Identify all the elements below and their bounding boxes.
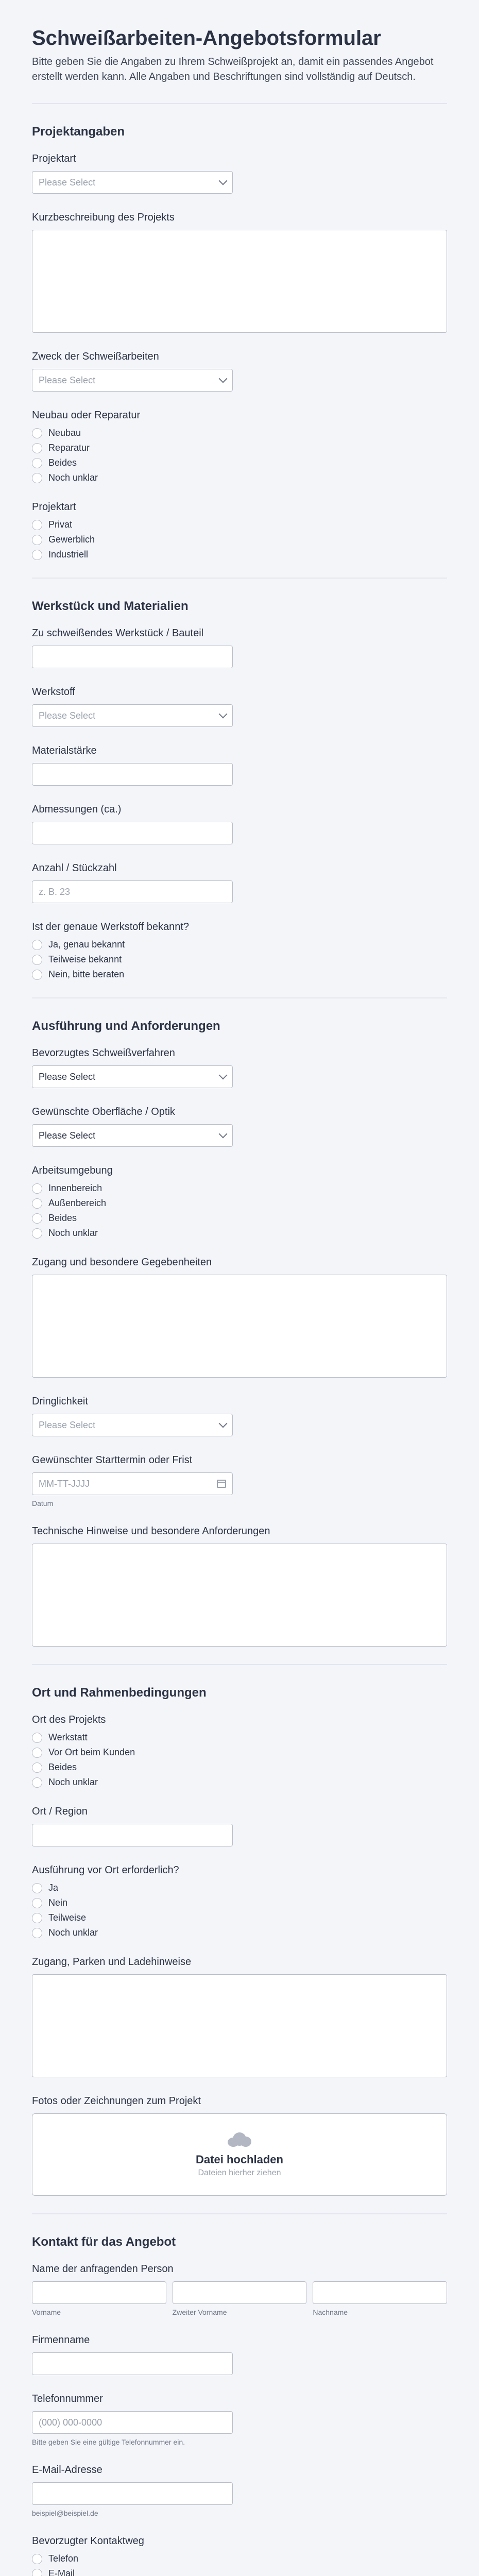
radio-label: Ja, genau bekannt [48, 939, 125, 950]
zugang-textarea[interactable] [32, 1275, 447, 1378]
telefon-input[interactable] [32, 2411, 233, 2434]
radio-option[interactable] [32, 428, 447, 438]
field-label: Firmenname [32, 2334, 90, 2346]
section-contact: Kontakt für das Angebot [32, 2213, 447, 2249]
radio-label: Nein, bitte beraten [48, 969, 125, 979]
field-sublabel: beispiel@beispiel.de [32, 2509, 98, 2517]
name-row [32, 2281, 447, 2316]
input-placeholder: (000) 000-0000 [39, 2417, 102, 2428]
region-input[interactable] [32, 1824, 233, 1846]
radio-option[interactable] [32, 1198, 447, 1209]
select-value: Please Select [39, 1071, 96, 1082]
radio-circle[interactable] [32, 1898, 42, 1908]
radio-option[interactable] [32, 1228, 447, 1239]
select-value: Please Select [39, 1130, 96, 1141]
section-project: Projektangaben [32, 103, 447, 139]
field-werkstueck [32, 627, 447, 668]
radio-option[interactable] [32, 2568, 447, 2576]
field-fotos [32, 2095, 447, 2196]
radio-option[interactable] [32, 1912, 447, 1923]
radio-label: Industriell [48, 549, 89, 560]
field-region [32, 1805, 447, 1846]
field-oberflaeche [32, 1106, 447, 1147]
field-firma [32, 2334, 447, 2375]
chevron-down-icon [219, 1071, 228, 1080]
field-label: Bevorzugter Kontaktweg [32, 2535, 144, 2547]
radio-option[interactable] [32, 534, 447, 545]
radio-option[interactable] [32, 1927, 447, 1938]
radio-option[interactable] [32, 1213, 447, 1224]
field-abmessungen [32, 803, 447, 844]
field-zweck [32, 350, 447, 392]
radio-circle[interactable] [32, 1183, 42, 1194]
field-label: Gewünschter Starttermin oder Frist [32, 1454, 193, 1466]
upload-subtitle: Dateien hierher ziehen [198, 2168, 281, 2177]
first-name-input[interactable] [32, 2281, 166, 2304]
name-col [173, 2281, 307, 2316]
field-staerke [32, 744, 447, 786]
radio-circle[interactable] [32, 473, 42, 483]
field-label: Zweck der Schweißarbeiten [32, 351, 159, 362]
radio-circle[interactable] [32, 1748, 42, 1758]
select-placeholder: Please Select [39, 710, 96, 721]
radio-circle[interactable] [32, 955, 42, 965]
radio-label: Teilweise [48, 1912, 87, 1923]
radio-label: Werkstatt [48, 1732, 88, 1742]
verfahren-select[interactable] [32, 1065, 233, 1088]
field-zugang [32, 1256, 447, 1378]
field-anzahl [32, 862, 447, 903]
field-werkstoff [32, 686, 447, 727]
field-label: Telefonnummer [32, 2393, 103, 2404]
radio-circle[interactable] [32, 1777, 42, 1788]
field-label: Neubau oder Reparatur [32, 410, 141, 421]
radio-option[interactable] [32, 549, 447, 560]
radio-option[interactable] [32, 1183, 447, 1194]
abmessungen-input[interactable] [32, 822, 233, 844]
field-telefon [32, 2393, 447, 2446]
oberflaeche-select[interactable] [32, 1124, 233, 1147]
last-name-input[interactable] [313, 2281, 447, 2304]
select-placeholder: Please Select [39, 1419, 96, 1430]
radio-option[interactable] [32, 1732, 447, 1743]
cloud-upload-icon [228, 2131, 251, 2147]
field-label: Zu schweißendes Werkstück / Bauteil [32, 628, 204, 639]
radio-label: Noch unklar [48, 1777, 98, 1787]
name-col [313, 2281, 447, 2316]
radio-circle[interactable] [32, 1228, 42, 1239]
radio-circle[interactable] [32, 550, 42, 560]
radio-circle[interactable] [32, 1198, 42, 1209]
field-werkstoff-bekannt [32, 921, 447, 980]
field-label: Ort des Projekts [32, 1714, 106, 1725]
field-label: Fotos oder Zeichnungen zum Projekt [32, 2095, 201, 2107]
field-label: Kurzbeschreibung des Projekts [32, 212, 175, 223]
field-hinweise [32, 1525, 447, 1647]
email-input[interactable] [32, 2482, 233, 2505]
chevron-down-icon [219, 375, 228, 383]
chevron-down-icon [219, 1419, 228, 1428]
name-col [32, 2281, 166, 2316]
radio-option[interactable] [32, 457, 447, 468]
radio-circle[interactable] [32, 1762, 42, 1773]
radio-label: Außenbereich [48, 1198, 107, 1208]
field-ort [32, 1714, 447, 1788]
field-kurzbeschreibung [32, 211, 447, 333]
radio-option[interactable] [32, 519, 447, 530]
field-parken [32, 1956, 447, 2077]
radio-label: Noch unklar [48, 1927, 98, 1938]
select-placeholder: Please Select [39, 177, 96, 188]
radio-label: Beides [48, 1762, 77, 1772]
radio-option[interactable] [32, 954, 447, 965]
field-projektart-2 [32, 501, 447, 560]
field-projektart [32, 152, 447, 194]
staerke-input[interactable] [32, 763, 233, 786]
section-location: Ort und Rahmenbedingungen [32, 1664, 447, 1700]
radio-circle[interactable] [32, 1733, 42, 1743]
radio-circle[interactable] [32, 2554, 42, 2564]
radio-circle[interactable] [32, 970, 42, 980]
kurzbeschreibung-textarea[interactable] [32, 230, 447, 333]
projektart-select[interactable] [32, 171, 233, 194]
field-label: Ausführung vor Ort erforderlich? [32, 1865, 179, 1876]
chevron-down-icon [219, 1130, 228, 1139]
radio-option[interactable] [32, 1777, 447, 1788]
field-label: Materialstärke [32, 745, 97, 756]
anzahl-input[interactable] [32, 880, 233, 903]
firma-input[interactable] [32, 2352, 233, 2375]
form-title: Schweißarbeiten-Angebotsformular [32, 27, 381, 49]
field-sublabel: Zweiter Vorname [172, 2308, 227, 2316]
radio-label: Neubau [48, 428, 81, 438]
zweck-select[interactable] [32, 369, 233, 392]
field-label: Zugang und besondere Gegebenheiten [32, 1257, 212, 1268]
radio-label: E-Mail [48, 2568, 75, 2576]
section-workpiece: Werkstück und Materialien [32, 578, 447, 614]
radio-option[interactable] [32, 969, 447, 980]
radio-label: Privat [48, 519, 73, 530]
field-label: Ort / Region [32, 1806, 88, 1817]
form-card [32, 26, 447, 2576]
middle-name-input[interactable] [173, 2281, 307, 2304]
field-sublabel: Datum [32, 1499, 54, 1507]
field-email [32, 2464, 447, 2517]
field-label: Zugang, Parken und Ladehinweise [32, 1956, 192, 1968]
radio-label: Noch unklar [48, 472, 98, 483]
field-label: Arbeitsumgebung [32, 1165, 113, 1176]
radio-option[interactable] [32, 2553, 447, 2564]
field-label: E-Mail-Adresse [32, 2464, 102, 2476]
radio-circle[interactable] [32, 443, 42, 453]
radio-circle[interactable] [32, 1928, 42, 1938]
radio-circle[interactable] [32, 1213, 42, 1224]
radio-circle[interactable] [32, 458, 42, 468]
field-label: Dringlichkeit [32, 1396, 88, 1407]
chevron-down-icon [219, 177, 228, 185]
radio-label: Noch unklar [48, 1228, 98, 1238]
field-label: Werkstoff [32, 686, 75, 698]
parken-textarea[interactable] [32, 1974, 447, 2077]
field-label: Projektart [32, 153, 76, 164]
section-execution: Ausführung und Anforderungen [32, 997, 447, 1033]
radio-label: Telefon [48, 2553, 79, 2564]
field-label: Projektart [32, 501, 76, 513]
field-sublabel: Nachname [313, 2308, 348, 2316]
field-kontaktweg [32, 2535, 447, 2576]
radio-label: Teilweise bekannt [48, 954, 122, 964]
radio-circle[interactable] [32, 535, 42, 545]
field-label: Technische Hinweise und besondere Anforderungen [32, 1526, 270, 1537]
starttermin-date-input[interactable] [32, 1472, 233, 1495]
radio-label: Ja [48, 1883, 59, 1893]
radio-option[interactable] [32, 939, 447, 950]
radio-circle[interactable] [32, 1883, 42, 1893]
hinweise-textarea[interactable] [32, 1544, 447, 1647]
form-subtitle: Bitte geben Sie die Angaben zu Ihrem Schweißprojekt an, damit ein passendes Angebot erstellt werden kann. Alle Angaben und Beschriftungen sind vollständig auf Deutsch. [32, 56, 434, 82]
field-dringlichkeit [32, 1395, 447, 1436]
field-label: Name der anfragenden Person [32, 2263, 174, 2275]
radio-option[interactable] [32, 1762, 447, 1773]
select-placeholder: Please Select [39, 375, 96, 385]
file-upload-dropzone[interactable] [32, 2113, 447, 2196]
input-placeholder: z. B. 23 [39, 886, 71, 897]
radio-circle[interactable] [32, 520, 42, 530]
radio-option[interactable] [32, 1883, 447, 1893]
dringlichkeit-select[interactable] [32, 1414, 233, 1436]
werkstoff-select[interactable] [32, 704, 233, 727]
field-name [32, 2263, 447, 2316]
radio-option[interactable] [32, 443, 447, 453]
radio-circle[interactable] [32, 2569, 42, 2576]
field-verfahren [32, 1047, 447, 1088]
field-label: Gewünschte Oberfläche / Optik [32, 1106, 175, 1117]
upload-title: Datei hochladen [196, 2153, 283, 2166]
radio-label: Beides [48, 1213, 77, 1223]
radio-circle[interactable] [32, 940, 42, 950]
radio-label: Gewerblich [48, 534, 95, 545]
radio-label: Nein [48, 1897, 68, 1908]
radio-option[interactable] [32, 1897, 447, 1908]
radio-label: Vor Ort beim Kunden [48, 1747, 135, 1757]
radio-label: Reparatur [48, 443, 90, 453]
radio-option[interactable] [32, 1747, 447, 1758]
field-label: Bevorzugtes Schweißverfahren [32, 1047, 175, 1059]
field-starttermin [32, 1454, 447, 1507]
radio-label: Innenbereich [48, 1183, 102, 1193]
chevron-down-icon [219, 710, 228, 719]
radio-circle[interactable] [32, 428, 42, 438]
radio-label: Beides [48, 457, 77, 468]
radio-circle[interactable] [32, 1913, 42, 1923]
field-label: Abmessungen (ca.) [32, 804, 122, 815]
radio-option[interactable] [32, 472, 447, 483]
field-neubau [32, 409, 447, 483]
date-placeholder: MM-TT-JJJJ [39, 1478, 90, 1489]
field-label: Anzahl / Stückzahl [32, 862, 117, 874]
field-umgebung [32, 1164, 447, 1239]
calendar-icon[interactable] [217, 1480, 226, 1488]
field-vor-ort [32, 1864, 447, 1938]
werkstueck-input[interactable] [32, 646, 233, 668]
field-sublabel: Bitte geben Sie eine gültige Telefonnummer ein. [32, 2438, 185, 2446]
field-label: Ist der genaue Werkstoff bekannt? [32, 921, 190, 933]
field-sublabel: Vorname [32, 2308, 61, 2316]
